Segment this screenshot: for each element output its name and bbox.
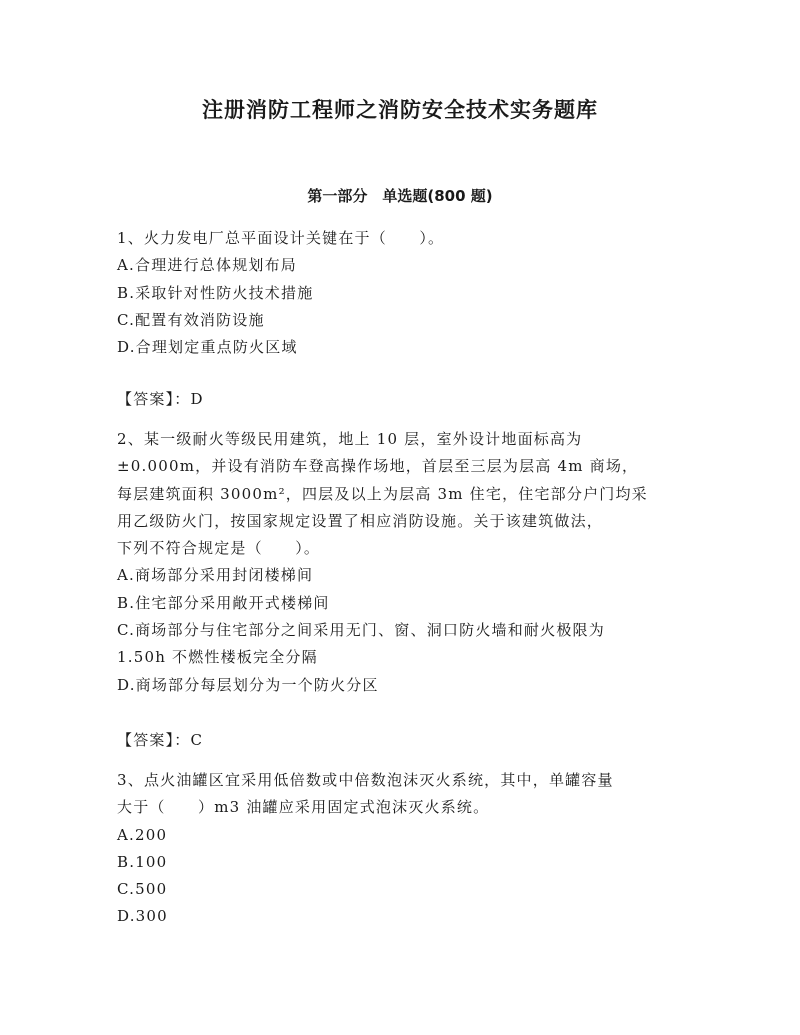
question-2-stem-line: 下列不符合规定是（ ）。 [117,539,321,558]
document-title: 注册消防工程师之消防安全技术实务题库 [202,98,598,122]
question-2-stem-line: 每层建筑面积 3000m²，四层及以上为层高 3m 住宅，住宅部分户门均采 [117,484,648,503]
question-3-stem-line: 大于（ ）m3 油罐应采用固定式泡沫灭火系统。 [117,798,490,817]
question-2-answer: 【答案】：C [117,731,204,749]
question-3-option-d: D.300 [117,907,168,926]
question-2-stem-line: 用乙级防火门，按国家规定设置了相应消防设施。关于该建筑做法， [117,511,604,530]
question-1-option-c: C.配置有效消防设施 [117,310,265,329]
question-3-option-b: B.100 [117,852,168,871]
question-2-option-b: B.住宅部分采用敞开式楼梯间 [117,593,330,612]
question-1 [117,225,697,361]
question-3-stem-line: 3、点火油罐区宜采用低倍数或中倍数泡沫灭火系统，其中，单罐容量 [117,771,614,789]
question-2-option-a: A.商场部分采用封闭楼梯间 [117,566,314,585]
question-2-stem-line: ±0.000m，并设有消防车登高操作场地，首层至三层为层高 4m 商场， [117,457,639,476]
question-3-option-c: C.500 [117,880,168,899]
question-2-option-c: C.商场部分与住宅部分之间采用无门、窗、洞口防火墙和耐火极限为 [117,621,605,640]
question-3 [117,767,697,931]
section-heading: 第一部分 单选题(800 题) [307,187,493,205]
question-2-stem-line: 2、某一级耐火等级民用建筑，地上 10 层，室外设计地面标高为 [117,430,583,448]
question-2-option-d: D.商场部分每层划分为一个防火分区 [117,675,379,694]
question-1-option-b: B.采取针对性防火技术措施 [117,283,314,302]
question-2 [117,426,697,699]
question-2-option-c-continued: 1.50h 不燃性楼板完全分隔 [117,648,318,667]
question-1-stem: 1、火力发电厂总平面设计关键在于（ ）。 [117,229,445,247]
question-1-option-d: D.合理划定重点防火区域 [117,338,298,357]
question-3-option-a: A.200 [117,825,168,844]
question-1-answer: 【答案】：D [117,390,204,408]
question-1-option-a: A.合理进行总体规划布局 [117,256,298,275]
